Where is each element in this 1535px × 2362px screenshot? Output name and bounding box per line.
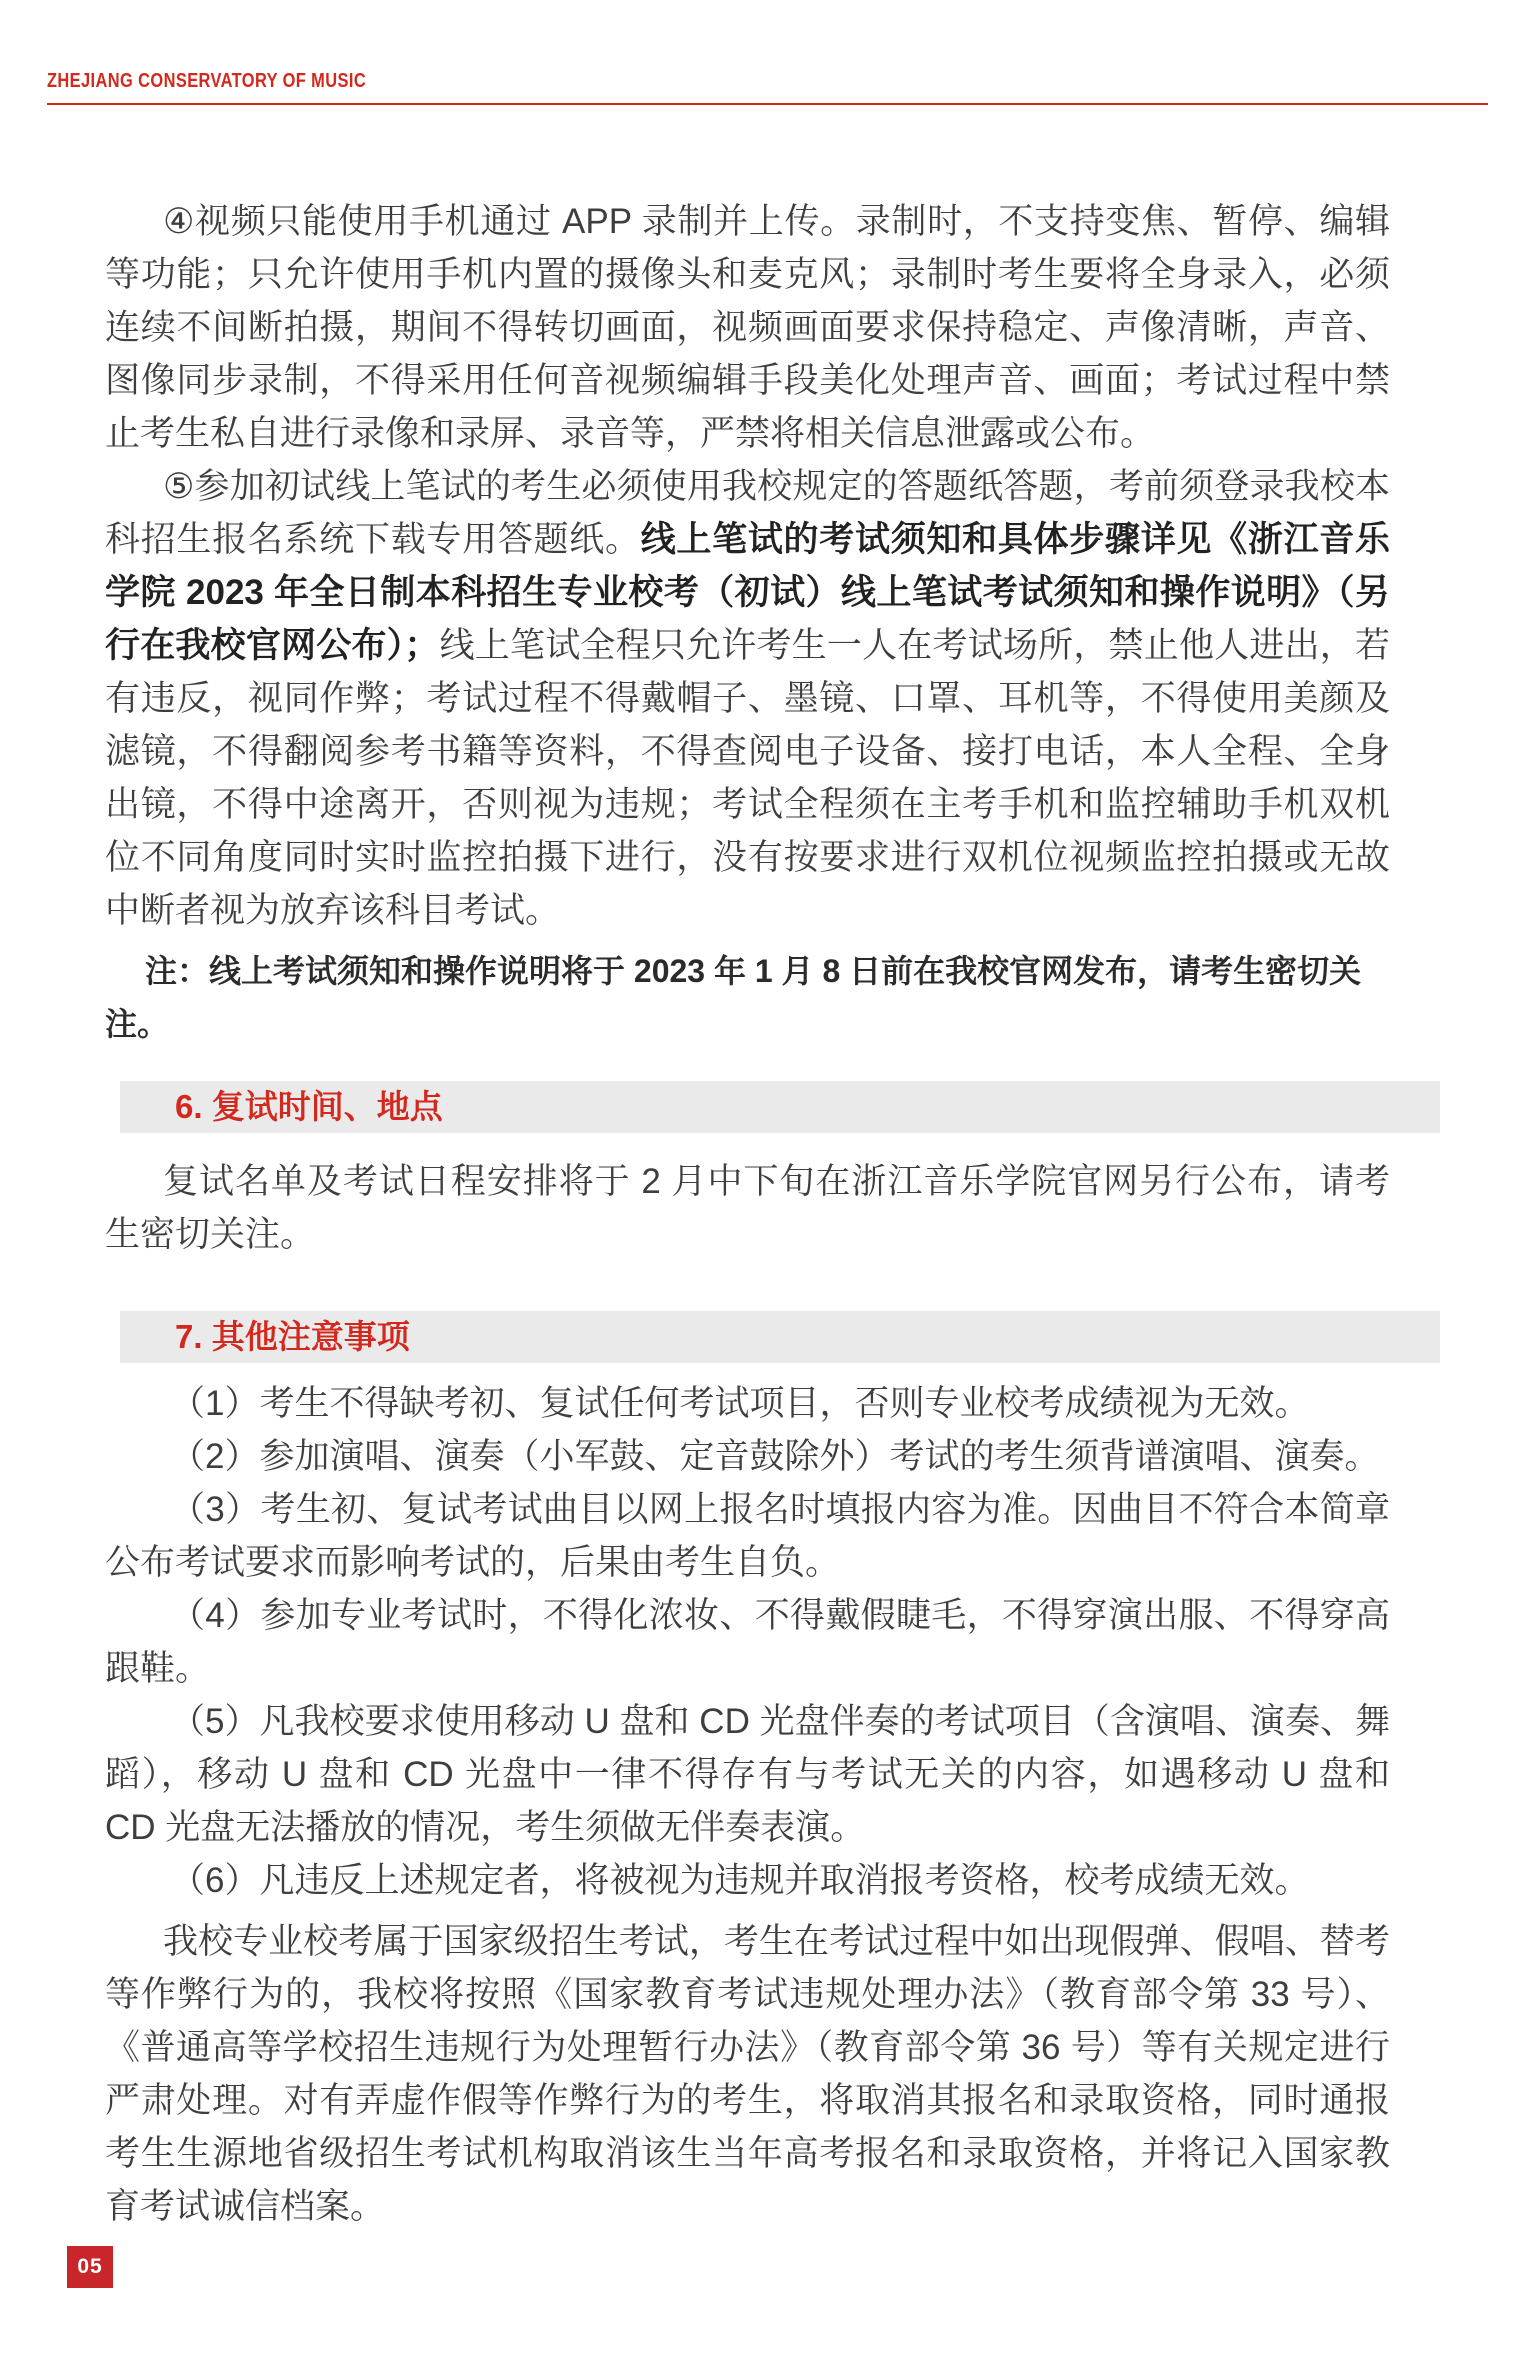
page-number-badge: 05 [67, 2246, 113, 2288]
other-item-5: （5）凡我校要求使用移动 U 盘和 CD 光盘伴奏的考试项目（含演唱、演奏、舞蹈），移动 U 盘和 CD 光盘中一律不得存有与考试无关的内容，如遇移动 U 盘和 CD 光盘无法播放的情况，考生须做无伴奏表演。 [105, 1702, 1390, 1847]
section-heading-bar-recheck [120, 1081, 1440, 1133]
paragraph-closing: 我校专业校考属于国家级招生考试，考生在考试过程中如出现假弹、假唱、替考等作弊行为的，我校将按照《国家教育考试违规处理办法》（教育部令第 33 号）、《普通高等学校招生违规行为处理暂行办法》（教育部令第 36 号）等有关规定进行严肃处理。对有弄虚作假等作弊行为的考生，将取消其报名和录取资格，同时通报考生生源地省级招生考试机构取消该生当年高考报名和录取资格，并将记入国家教育考试诚信档案。 [105, 1922, 1390, 2226]
paragraph-written-test [105, 460, 1390, 937]
brand-text: ZHEJIANG CONSERVATORY OF MUSIC [47, 70, 367, 92]
paragraph-written-test-normal-start: ⑤参加初试线上笔试的考生必须使用我校规定的答题纸答题，考前须登录我校本科招生报名系统下载专用答题纸。 [105, 467, 1390, 559]
section-title-other: 7. 其他注意事项 [175, 1318, 410, 1355]
paragraph-recheck-info: 复试名单及考试日程安排将于 2 月中下旬在浙江音乐学院官网另行公布，请考生密切关注。 [105, 1162, 1390, 1254]
other-item-3: （3）考生初、复试考试曲目以网上报名时填报内容为准。因曲目不符合本简章公布考试要求而影响考试的，后果由考生自负。 [105, 1490, 1390, 1582]
paragraph-written-test-normal-end: 线上笔试全程只允许考生一人在考试场所，禁止他人进出，若有违反，视同作弊；考试过程不得戴帽子、墨镜、口罩、耳机等，不得使用美颜及滤镜，不得翻阅参考书籍等资料，不得查阅电子设备、接打电话，本人全程、全身出镜，不得中途离开，否则视为违规；考试全程须在主考手机和监控辅助手机双机位不同角度同时实时监控拍摄下进行，没有按要求进行双机位视频监控拍摄或无故中断者视为放弃该科目考试。 [105, 626, 1390, 930]
other-item-2: （2）参加演唱、演奏（小军鼓、定音鼓除外）考试的考生须背谱演唱、演奏。 [170, 1437, 1380, 1476]
paragraph-written-test-bold: 线上笔试的考试须知和具体步骤详见《浙江音乐学院 2023 年全日制本科招生专业校考（初试）线上笔试考试须知和操作说明》（另行在我校官网公布）； [105, 520, 1390, 665]
header-divider [47, 103, 1488, 105]
other-item-6: （6）凡违反上述规定者，将被视为违规并取消报考资格，校考成绩无效。 [170, 1861, 1310, 1900]
paragraph-video-rules: ④视频只能使用手机通过 APP 录制并上传。录制时，不支持变焦、暂停、编辑等功能；只允许使用手机内置的摄像头和麦克风；录制时考生要将全身录入，必须连续不间断拍摄，期间不得转切画面，视频画面要求保持稳定、声像清晰，声音、图像同步录制，不得采用任何音视频编辑手段美化处理声音、画面；考试过程中禁止考生私自进行录像和录屏、录音等，严禁将相关信息泄露或公布。 [105, 202, 1390, 453]
section-title-recheck: 6. 复试时间、地点 [175, 1088, 443, 1125]
page-content [105, 195, 1390, 2233]
note-line: 注：线上考试须知和操作说明将于 2023 年 1 月 8 日前在我校官网发布，请考生密切关注。 [105, 953, 1362, 1042]
other-item-1: （1）考生不得缺考初、复试任何考试项目，否则专业校考成绩视为无效。 [170, 1384, 1310, 1423]
section-heading-bar-other [120, 1311, 1440, 1363]
other-item-4: （4）参加专业考试时，不得化浓妆、不得戴假睫毛，不得穿演出服、不得穿高跟鞋。 [105, 1596, 1390, 1688]
